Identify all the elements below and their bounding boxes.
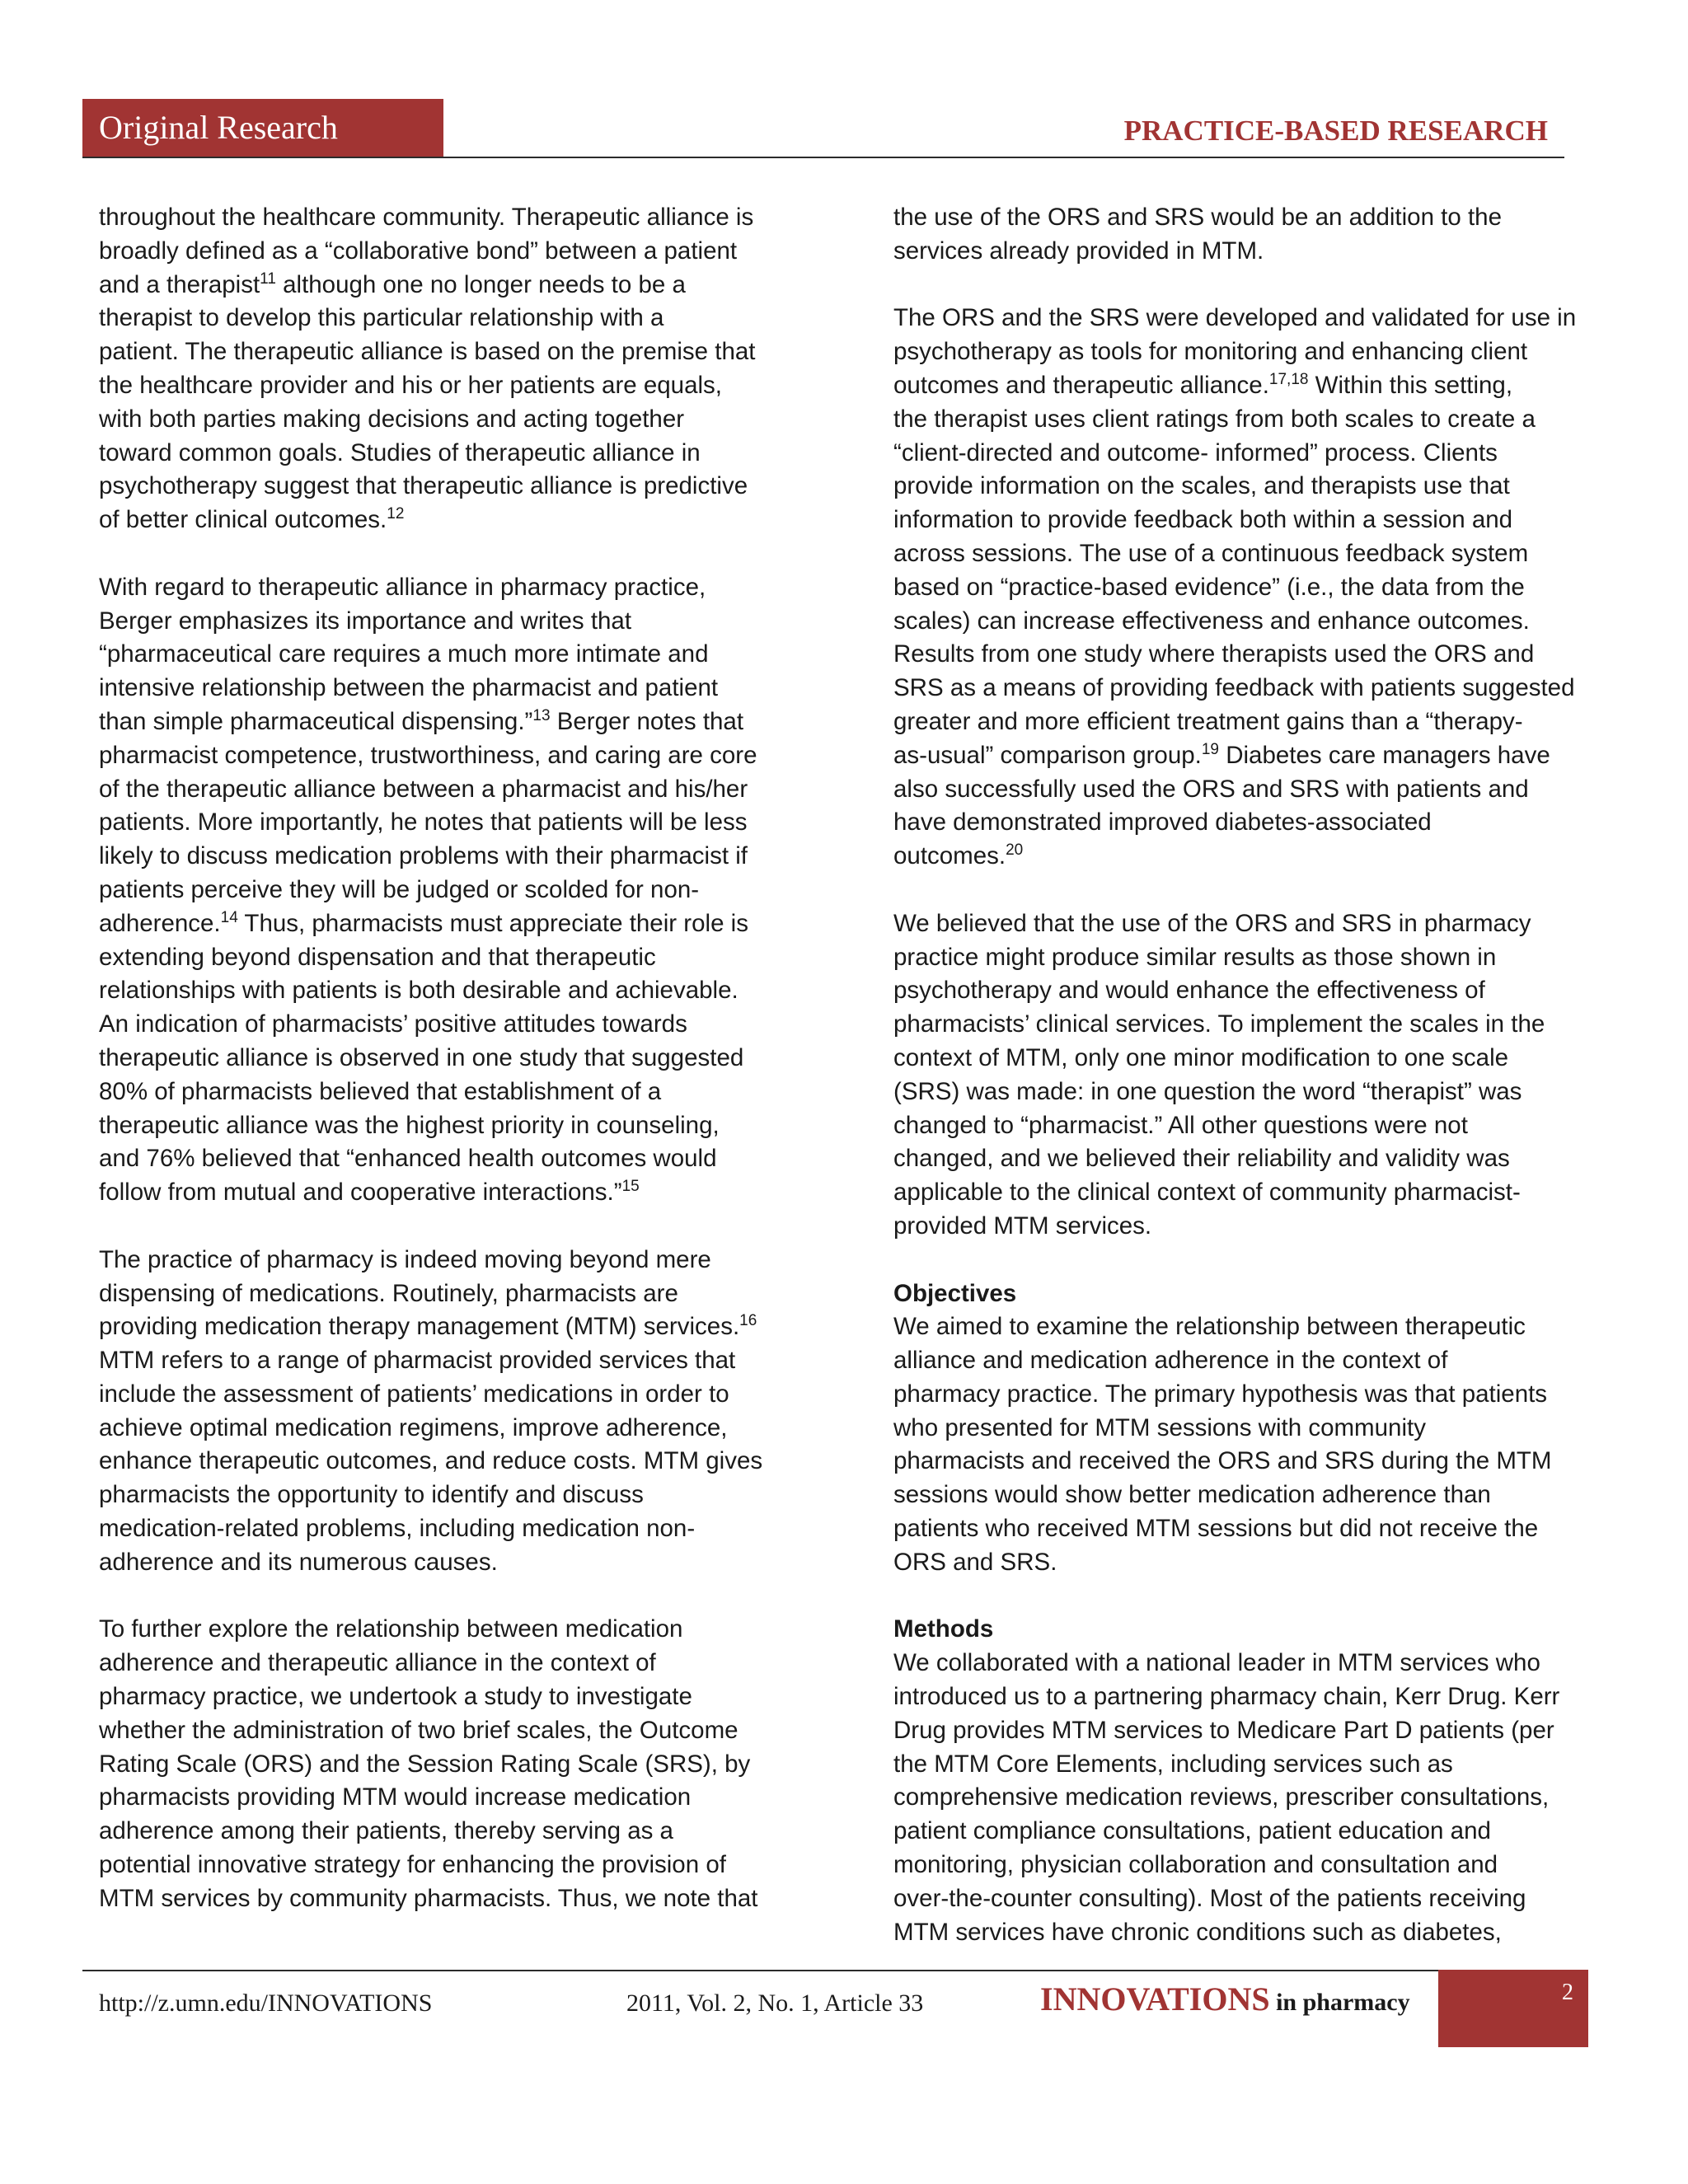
text-line: patient compliance consultations, patient education and bbox=[893, 1817, 1491, 1845]
text-line: have demonstrated improved diabetes-associated bbox=[893, 808, 1432, 837]
text-line: context of MTM, only one minor modification to one scale bbox=[893, 1043, 1509, 1071]
text-line: over-the-counter consulting). Most of the patients receiving bbox=[893, 1884, 1526, 1912]
text-line: relationships with patients is both desirable and achievable. bbox=[99, 977, 738, 1005]
citation-ref: 16 bbox=[739, 1312, 757, 1330]
methods-heading: Methods bbox=[893, 1615, 994, 1643]
text-line: psychotherapy and would enhance the effectiveness of bbox=[893, 977, 1485, 1005]
text-line: MTM services have chronic conditions such as diabetes, bbox=[893, 1918, 1502, 1946]
paragraph bbox=[99, 1244, 799, 1580]
text-line: outcomes.$^{20}$ bbox=[893, 841, 1024, 870]
text-line: the MTM Core Elements, including services such as bbox=[893, 1750, 1453, 1778]
text-line: pharmacists’ clinical services. To implement the scales in the bbox=[893, 1010, 1545, 1038]
text-line: The practice of pharmacy is indeed moving beyond mere bbox=[99, 1245, 711, 1273]
text-line: We believed that the use of the ORS and SRS in pharmacy bbox=[893, 909, 1531, 937]
header-divider bbox=[82, 157, 1564, 158]
text-line: adherence and its numerous causes. bbox=[99, 1548, 498, 1576]
journal-url[interactable]: http://z.umn.edu/INNOVATIONS bbox=[99, 1990, 433, 2017]
issue-citation: 2011, Vol. 2, No. 1, Article 33 bbox=[626, 1990, 924, 2017]
text-line: therapeutic alliance was the highest priority in counseling, bbox=[99, 1111, 720, 1139]
text-line: We collaborated with a national leader in MTM services who bbox=[893, 1649, 1540, 1677]
text-line: applicable to the clinical context of community pharmacist- bbox=[893, 1179, 1521, 1207]
paragraph bbox=[99, 1613, 799, 1915]
text-line: enhance therapeutic outcomes, and reduce costs. MTM gives bbox=[99, 1447, 763, 1475]
citation-ref: 12 bbox=[387, 505, 405, 523]
text-line: intensive relationship between the pharmacist and patient bbox=[99, 674, 719, 702]
text-line: patients who received MTM sessions but did not receive the bbox=[893, 1515, 1539, 1543]
text-line: pharmacists and received the ORS and SRS during the MTM bbox=[893, 1447, 1552, 1475]
text-line: monitoring, physician collaboration and consultation and bbox=[893, 1851, 1498, 1879]
text-line: toward common goals. Studies of therapeutic alliance in bbox=[99, 438, 701, 466]
text-line: patients. More importantly, he notes that patients will be less bbox=[99, 808, 748, 837]
text-line: providing medication therapy management (MTM) services.$^{16}$ bbox=[99, 1312, 757, 1341]
text-line: ORS and SRS. bbox=[893, 1548, 1057, 1576]
text-line: extending beyond dispensation and that therapeutic bbox=[99, 943, 656, 971]
text-line: Results from one study where therapists used the ORS and bbox=[893, 640, 1535, 668]
text-line: SRS as a means of providing feedback with patients suggested bbox=[893, 674, 1575, 702]
citation-ref: 13 bbox=[532, 706, 551, 724]
text-line: MTM services by community pharmacists. Thus, we note that bbox=[99, 1884, 758, 1912]
text-line: “pharmaceutical care requires a much more intimate and bbox=[99, 640, 709, 668]
text-line: Drug provides MTM services to Medicare Part D patients (per bbox=[893, 1716, 1554, 1744]
text-line: as-usual” comparison group.$^{19}$ Diabetes care managers have bbox=[893, 740, 1550, 769]
text-line: follow from mutual and cooperative interactions.”$^{15}$ bbox=[99, 1178, 640, 1207]
section-badge: Original Research bbox=[82, 99, 443, 157]
text-line: psychotherapy suggest that therapeutic alliance is predictive bbox=[99, 472, 748, 500]
text-line: pharmacy practice, we undertook a study to investigate bbox=[99, 1683, 692, 1711]
citation-ref: 20 bbox=[1006, 841, 1024, 860]
text-line: who presented for MTM sessions with community bbox=[893, 1413, 1426, 1441]
text-line: patients perceive they will be judged or scolded for non- bbox=[99, 875, 700, 903]
citation-ref: 19 bbox=[1201, 740, 1219, 758]
citation-ref: 15 bbox=[621, 1178, 640, 1196]
text-line: outcomes and therapeutic alliance.$^{17,18}$ Within this setting, bbox=[893, 370, 1513, 399]
text-line: information to provide feedback both within a session and bbox=[893, 506, 1513, 534]
text-line: the healthcare provider and his or her patients are equals, bbox=[99, 371, 722, 399]
text-line: comprehensive medication reviews, prescriber consultations, bbox=[893, 1783, 1550, 1811]
footer-divider bbox=[82, 1970, 1438, 1971]
text-line: the use of the ORS and SRS would be an addition to the bbox=[893, 204, 1502, 231]
journal-name bbox=[1040, 1980, 1410, 2018]
journal-name-main: INNOVATIONS bbox=[1040, 1980, 1270, 2018]
citation-ref: 11 bbox=[260, 269, 276, 288]
text-line: “client-directed and outcome- informed” process. Clients bbox=[893, 438, 1498, 466]
text-line: and 76% believed that “enhanced health outcomes would bbox=[99, 1145, 717, 1173]
text-line: pharmacists the opportunity to identify and discuss bbox=[99, 1481, 644, 1509]
text-line: across sessions. The use of a continuous feedback system bbox=[893, 539, 1529, 567]
text-line: MTM refers to a range of pharmacist provided services that bbox=[99, 1347, 736, 1375]
citation-ref: 14 bbox=[220, 908, 238, 926]
paragraph bbox=[99, 201, 799, 537]
paragraph bbox=[893, 907, 1594, 1244]
text-line: Rating Scale (ORS) and the Session Rating Scale (SRS), by bbox=[99, 1750, 751, 1778]
text-line: patient. The therapeutic alliance is based on the premise that bbox=[99, 338, 756, 366]
text-line: changed, and we believed their reliability and validity was bbox=[893, 1145, 1510, 1173]
text-line: potential innovative strategy for enhancing the provision of bbox=[99, 1851, 726, 1879]
text-line: than simple pharmaceutical dispensing.”$^{13}$ Berger notes that bbox=[99, 706, 744, 735]
text-line: greater and more efficient treatment gains than a “therapy- bbox=[893, 707, 1523, 735]
text-line: include the assessment of patients’ medications in order to bbox=[99, 1380, 729, 1408]
text-line: psychotherapy as tools for monitoring and enhancing client bbox=[893, 338, 1528, 366]
text-line: of better clinical outcomes.$^{12}$ bbox=[99, 505, 405, 534]
text-line: provided MTM services. bbox=[893, 1212, 1152, 1240]
text-line: with both parties making decisions and acting together bbox=[99, 405, 685, 433]
text-line: dispensing of medications. Routinely, pharmacists are bbox=[99, 1279, 678, 1307]
left-column bbox=[99, 201, 799, 1949]
text-line: achieve optimal medication regimens, improve adherence, bbox=[99, 1413, 728, 1441]
text-line: pharmacist competence, trustworthiness, and caring are core bbox=[99, 741, 757, 769]
text-line: throughout the healthcare community. Therapeutic alliance is bbox=[99, 204, 754, 231]
text-line: The ORS and the SRS were developed and validated for use in bbox=[893, 304, 1577, 332]
text-line: also successfully used the ORS and SRS with patients and bbox=[893, 775, 1529, 803]
text-line: adherence and therapeutic alliance in the context of bbox=[99, 1649, 656, 1677]
objectives-heading: Objectives bbox=[893, 1279, 1017, 1307]
text-line: services already provided in MTM. bbox=[893, 237, 1264, 265]
text-line: broadly defined as a “collaborative bond” between a patient bbox=[99, 237, 738, 265]
text-line: provide information on the scales, and therapists use that bbox=[893, 472, 1510, 500]
text-line: therapeutic alliance is observed in one study that suggested bbox=[99, 1043, 744, 1071]
page-number: 2 bbox=[1438, 1970, 1588, 2047]
text-line: of the therapeutic alliance between a pharmacist and his/her bbox=[99, 775, 748, 803]
right-column bbox=[893, 201, 1594, 1983]
paragraph bbox=[99, 571, 799, 1210]
section-title: PRACTICE-BASED RESEARCH bbox=[1123, 115, 1548, 147]
paragraph bbox=[893, 201, 1594, 269]
text-line: practice might produce similar results as those shown in bbox=[893, 943, 1497, 971]
text-line: To further explore the relationship between medication bbox=[99, 1615, 683, 1643]
text-line: medication-related problems, including medication non- bbox=[99, 1515, 696, 1543]
text-line: the therapist uses client ratings from both scales to create a bbox=[893, 405, 1536, 433]
text-line: based on “practice-based evidence” (i.e., the data from the bbox=[893, 573, 1525, 601]
text-line: and a therapist$^{11}$ although one no longer needs to be a bbox=[99, 269, 686, 298]
text-line: therapist to develop this particular relationship with a bbox=[99, 304, 664, 332]
text-line: pharmacists providing MTM would increase medication bbox=[99, 1783, 692, 1811]
text-line: whether the administration of two brief scales, the Outcome bbox=[99, 1716, 738, 1744]
text-line: sessions would show better medication adherence than bbox=[893, 1481, 1491, 1509]
text-line: (SRS) was made: in one question the word “therapist” was bbox=[893, 1077, 1522, 1105]
text-line: likely to discuss medication problems with their pharmacist if bbox=[99, 842, 748, 870]
text-line: scales) can increase effectiveness and enhance outcomes. bbox=[893, 607, 1530, 635]
journal-name-suffix: in pharmacy bbox=[1269, 1989, 1410, 2016]
paragraph bbox=[893, 302, 1594, 874]
text-line: adherence.$^{14}$ Thus, pharmacists must appreciate their role is bbox=[99, 908, 748, 937]
text-line: pharmacy practice. The primary hypothesis was that patients bbox=[893, 1380, 1548, 1408]
text-line: changed to “pharmacist.” All other questions were not bbox=[893, 1111, 1468, 1139]
citation-ref: 17,18 bbox=[1268, 370, 1309, 388]
methods-section bbox=[893, 1613, 1594, 1949]
text-line: Berger emphasizes its importance and writes that bbox=[99, 607, 632, 635]
text-line: adherence among their patients, thereby serving as a bbox=[99, 1817, 673, 1845]
text-line: With regard to therapeutic alliance in pharmacy practice, bbox=[99, 573, 706, 601]
text-line: We aimed to examine the relationship between therapeutic bbox=[893, 1313, 1526, 1341]
text-line: An indication of pharmacists’ positive attitudes towards bbox=[99, 1010, 687, 1038]
text-line: introduced us to a partnering pharmacy chain, Kerr Drug. Kerr bbox=[893, 1683, 1560, 1711]
text-line: 80% of pharmacists believed that establishment of a bbox=[99, 1077, 662, 1105]
objectives-section bbox=[893, 1277, 1594, 1580]
text-line: alliance and medication adherence in the context of bbox=[893, 1347, 1448, 1375]
